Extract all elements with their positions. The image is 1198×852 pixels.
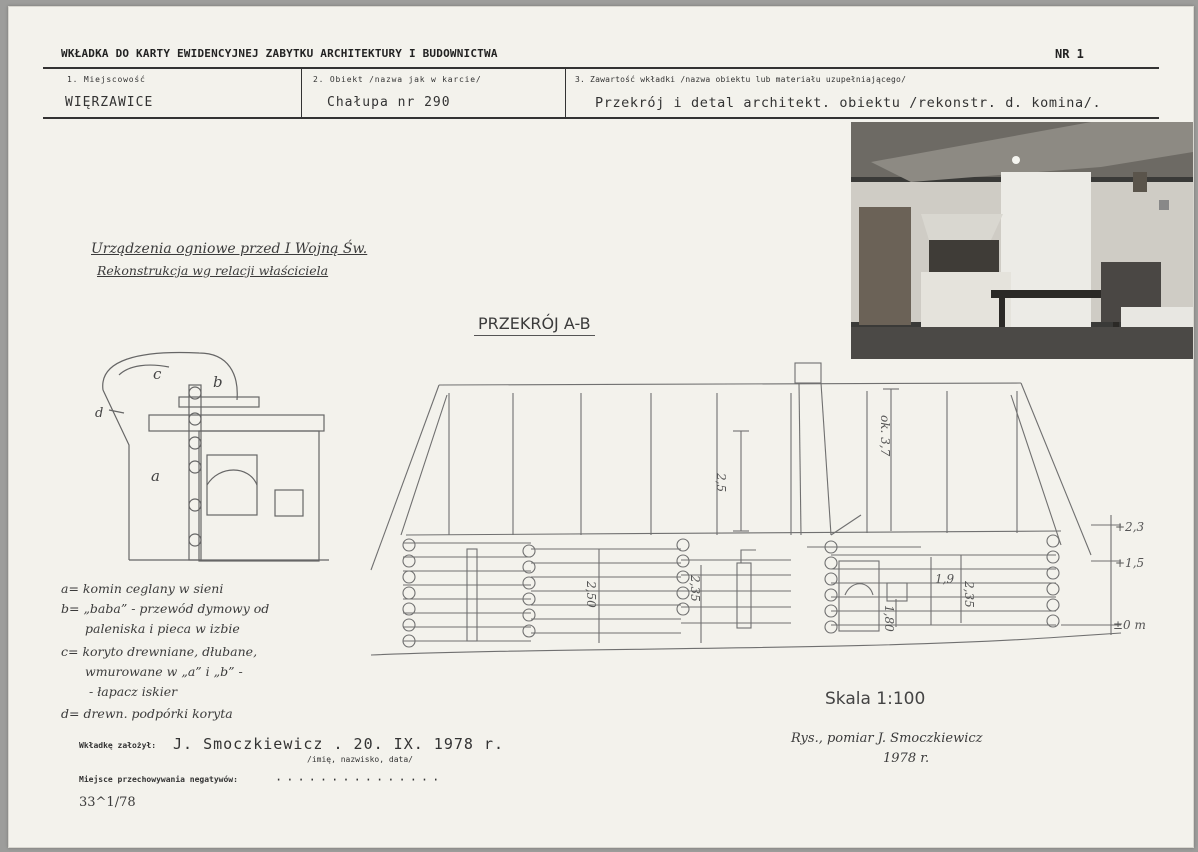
- sketch-label-a: a: [151, 467, 160, 485]
- field-value-locality: WIĘRZAWICE: [65, 95, 154, 110]
- field-label-content: 3. Zawartość wkładki /nazwa obiektu lub materiału uzupełniającego/: [575, 75, 907, 84]
- header-divider-2: [565, 69, 566, 117]
- sheet-number: NR 1: [1055, 47, 1084, 61]
- dim-attic-height: 2,5: [714, 473, 728, 493]
- legend-a: a= komin ceglany w sieni: [61, 581, 224, 596]
- dim-room-height: 2,50: [584, 581, 598, 608]
- dim-roof-height: ok. 3,7: [878, 415, 892, 457]
- sheet-title: WKŁADKA DO KARTY EWIDENCYJNEJ ZABYTKU ARCHITEKTURY I BUDOWNICTWA: [61, 47, 498, 60]
- footer-storage-label: Miejsce przechowywania negatywów:: [79, 775, 238, 784]
- dim-hall-height: 2,35: [688, 575, 702, 602]
- field-label-object: 2. Obiekt /nazwa jak w karcie/: [313, 75, 482, 84]
- legend-d: d= drewn. podpórki koryta: [61, 706, 233, 721]
- drawn-year: 1978 r.: [883, 751, 930, 766]
- legend-c-cont2: - łapacz iskier: [89, 684, 178, 699]
- sketch-label-c: c: [153, 365, 162, 383]
- field-label-locality: 1. Miejscowość: [67, 75, 146, 84]
- sketch-label-b: b: [213, 373, 223, 391]
- level-plus-1-5: +1,5: [1115, 556, 1145, 570]
- heading-fire-devices: Urządzenia ogniowe przed I Wojną Św.: [91, 241, 368, 257]
- cross-section-drawing: [361, 355, 1146, 655]
- field-value-content: Przekrój i detal architekt. obiektu /rekonstr. d. komina/.: [595, 95, 1102, 111]
- header-rule-bottom: [43, 117, 1159, 119]
- footer-founded-label: Wkładkę założył:: [79, 741, 157, 750]
- interior-photo: [851, 122, 1193, 359]
- header-rule-top: [43, 67, 1159, 69]
- footer-founded-value: J. Smoczkiewicz . 20. IX. 1978 r.: [173, 735, 505, 753]
- dim-oven-height: 1,80: [882, 605, 896, 632]
- footer-founded-sub: /imię, nazwisko, data/: [307, 755, 413, 764]
- section-title: PRZEKRÓJ A-B: [474, 314, 595, 336]
- level-zero: ±0 m: [1113, 618, 1146, 632]
- heading-reconstruction: Rekonstrukcja wg relacji właściciela: [97, 263, 329, 278]
- legend-c-cont: wmurowane w „a” i „b” -: [85, 664, 243, 679]
- dim-right-room-height: 2,35: [962, 581, 976, 608]
- scale-note: Skala 1:100: [825, 689, 926, 709]
- dim-stove-height: 1,9: [935, 572, 955, 586]
- footer-storage-dots: ···············: [275, 773, 444, 787]
- header-divider-1: [301, 69, 302, 117]
- inventory-sheet: [8, 6, 1194, 848]
- field-value-object: Chałupa nr 290: [327, 95, 451, 110]
- legend-c: c= koryto drewniane, dłubane,: [61, 644, 258, 659]
- level-plus-2-3: +2,3: [1115, 520, 1145, 534]
- negative-number: 33^1/78: [79, 795, 136, 810]
- legend-b-cont: paleniska i pieca w izbie: [85, 621, 240, 636]
- chimney-detail-sketch: [89, 345, 329, 567]
- interior-photo-image: [851, 122, 1193, 359]
- legend-b: b= „baba” - przewód dymowy od: [61, 601, 270, 616]
- sketch-label-d: d: [95, 406, 104, 421]
- drawn-by: Rys., pomiar J. Smoczkiewicz: [791, 731, 983, 746]
